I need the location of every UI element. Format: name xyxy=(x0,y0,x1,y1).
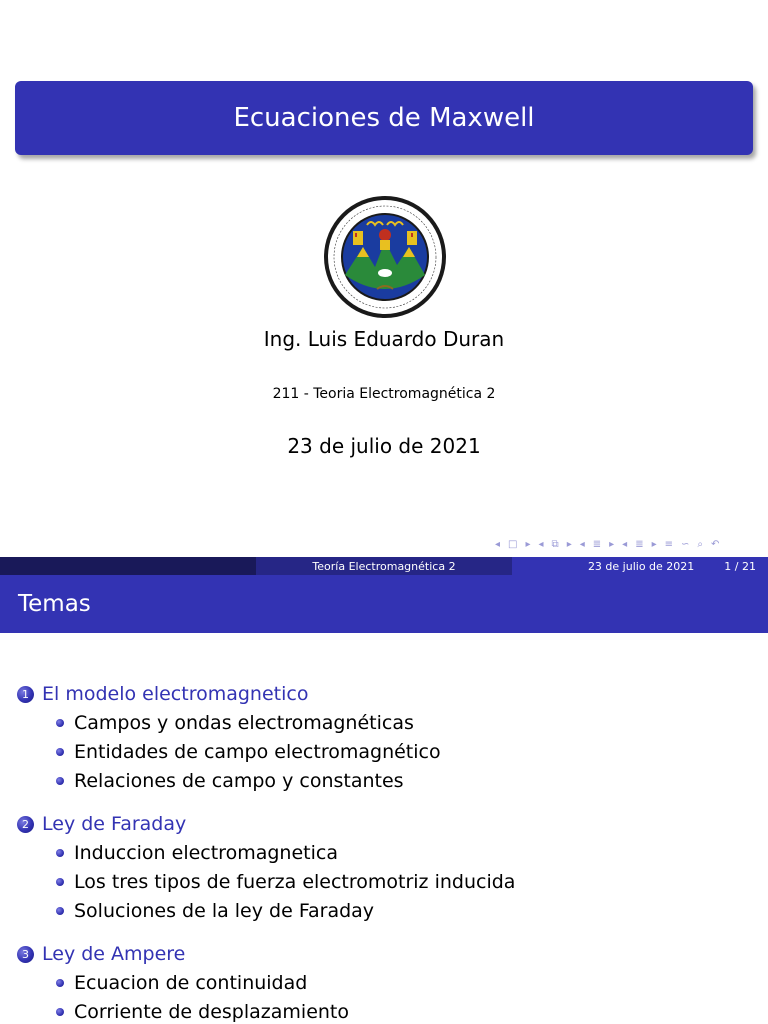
subsection-label[interactable]: Ecuacion de continuidad xyxy=(74,971,308,994)
subsection-label[interactable]: Los tres tipos de fuerza electromotriz inducida xyxy=(74,870,516,893)
bullet-icon xyxy=(56,849,64,857)
bullet-icon xyxy=(56,878,64,886)
loop-icon[interactable]: ∽ xyxy=(681,539,690,550)
footline-left xyxy=(0,557,256,575)
toc-subsection[interactable] xyxy=(17,867,757,896)
table-of-contents xyxy=(17,680,757,1024)
toc-section-heading[interactable] xyxy=(17,680,757,708)
section-next-icon[interactable]: ▸ xyxy=(609,539,615,550)
doc-icon[interactable]: ≣ xyxy=(635,539,644,550)
bullet-icon xyxy=(56,979,64,987)
section-label[interactable]: Ley de Ampere xyxy=(42,943,186,965)
subsection-label[interactable]: Induccion electromagnetica xyxy=(74,841,338,864)
frame-icon[interactable]: □ xyxy=(508,539,518,550)
footline-course: Teoría Electromagnética 2 xyxy=(312,559,456,573)
subsection-label[interactable]: Entidades de campo electromagnético xyxy=(74,740,441,763)
subsection-label[interactable]: Relaciones de campo y constantes xyxy=(74,769,404,792)
toc-subsection[interactable] xyxy=(17,708,757,737)
footline-date: 23 de julio de 2021 xyxy=(587,559,695,573)
section-label[interactable]: Ley de Faraday xyxy=(42,813,187,835)
presentation-date: 23 de julio de 2021 xyxy=(287,434,481,458)
page-number: 1 / 21 xyxy=(724,559,756,573)
toc-section xyxy=(17,680,757,795)
bullet-icon xyxy=(56,1008,64,1016)
section-number-ball-icon: 1 xyxy=(17,686,34,703)
course-name: 211 - Teoria Electromagnética 2 xyxy=(272,386,496,402)
align-icon[interactable]: ≡ xyxy=(664,539,674,550)
section-number-ball-icon: 3 xyxy=(17,946,34,963)
university-seal-logo xyxy=(323,195,447,319)
frame-title-bar xyxy=(0,575,768,633)
bullet-icon xyxy=(56,748,64,756)
subsection-next-icon[interactable]: ▸ xyxy=(566,539,572,550)
doc-next-icon[interactable]: ▸ xyxy=(651,539,657,550)
back-icon[interactable]: ↶ xyxy=(711,539,720,550)
footline xyxy=(0,557,768,575)
subsection-prev-icon[interactable]: ◂ xyxy=(538,539,544,550)
frame-prev-icon[interactable]: ◂ xyxy=(495,539,501,550)
subsection-label[interactable]: Soluciones de la ley de Faraday xyxy=(74,899,375,922)
subsection-label[interactable]: Corriente de desplazamiento xyxy=(74,1000,349,1023)
section-prev-icon[interactable]: ◂ xyxy=(579,539,585,550)
search-icon[interactable]: ⌕ xyxy=(697,539,704,550)
section-number-ball-icon: 2 xyxy=(17,816,34,833)
toc-section-heading[interactable] xyxy=(17,810,757,838)
beamer-navigation-bar xyxy=(495,538,765,552)
toc-subsection[interactable] xyxy=(17,766,757,795)
frame-next-icon[interactable]: ▸ xyxy=(525,539,531,550)
toc-section xyxy=(17,810,757,925)
bullet-icon xyxy=(56,777,64,785)
doc-prev-icon[interactable]: ◂ xyxy=(622,539,628,550)
presentation-title: Ecuaciones de Maxwell xyxy=(233,103,535,133)
toc-subsection[interactable] xyxy=(17,896,757,925)
toc-section xyxy=(17,940,757,1024)
section-icon[interactable]: ≣ xyxy=(592,539,602,550)
toc-section-heading[interactable] xyxy=(17,940,757,968)
bullet-icon xyxy=(56,907,64,915)
section-label[interactable]: El modelo electromagnetico xyxy=(42,683,309,705)
title-box xyxy=(15,81,753,155)
bullet-icon xyxy=(56,719,64,727)
toc-subsection[interactable] xyxy=(17,968,757,997)
author-name: Ing. Luis Eduardo Duran xyxy=(263,327,505,351)
toc-subsection[interactable] xyxy=(17,838,757,867)
toc-subsection[interactable] xyxy=(17,997,757,1024)
footline-right xyxy=(512,557,768,575)
footline-center xyxy=(256,557,512,575)
subsection-icon[interactable]: ⧉ xyxy=(551,539,559,550)
frame-title: Temas xyxy=(18,591,91,617)
subsection-label[interactable]: Campos y ondas electromagnéticas xyxy=(74,711,414,734)
toc-subsection[interactable] xyxy=(17,737,757,766)
